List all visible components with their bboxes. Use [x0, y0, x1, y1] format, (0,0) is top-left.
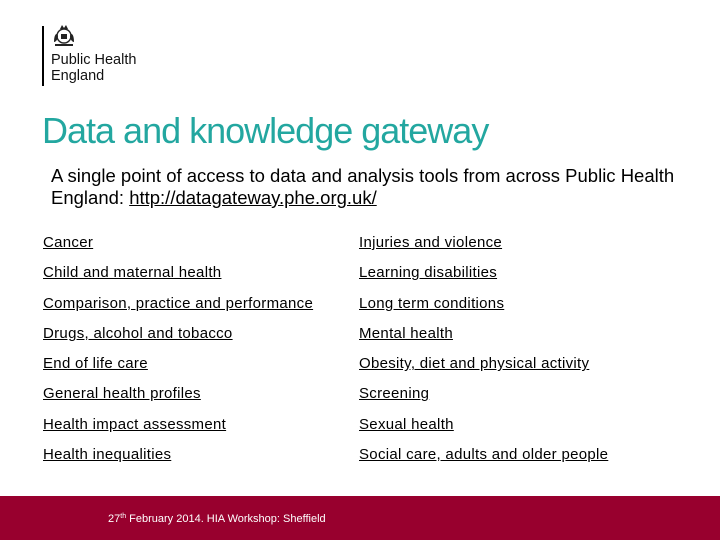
topic-link-end-of-life-care[interactable]: End of life care: [43, 355, 148, 373]
topic-link-learning-disabilities[interactable]: Learning disabilities: [359, 264, 498, 282]
footer-text: [108, 513, 326, 525]
datagateway-link[interactable]: http://datagateway.phe.org.uk/: [129, 187, 377, 208]
topic-link-mental-health[interactable]: Mental health: [359, 324, 453, 342]
topic-link-child-maternal-health[interactable]: Child and maternal health: [43, 264, 222, 282]
phe-logo: [42, 22, 172, 92]
organisation-name: [51, 52, 136, 84]
topic-link-screening[interactable]: Screening: [359, 385, 430, 403]
org-name-line1: Public Health: [51, 52, 137, 68]
footer-bar: [0, 496, 720, 540]
topic-column-right: [359, 233, 608, 475]
footer-day: 27: [108, 513, 121, 525]
logo-divider: [42, 26, 44, 86]
topic-link-obesity-diet-activity[interactable]: Obesity, diet and physical activity: [359, 355, 590, 373]
topic-link-social-care-adults[interactable]: Social care, adults and older people: [359, 446, 609, 464]
subtitle-text: A single point of access to data and analysis tools from across Public Health England:: [51, 165, 675, 208]
topic-column-left: [43, 233, 313, 475]
topic-link-comparison-practice-performance[interactable]: Comparison, practice and performance: [43, 294, 314, 312]
topic-link-sexual-health[interactable]: Sexual health: [359, 415, 454, 433]
topic-link-health-inequalities[interactable]: Health inequalities: [43, 446, 172, 464]
topic-link-long-term-conditions[interactable]: Long term conditions: [359, 294, 505, 312]
topic-link-cancer[interactable]: Cancer: [43, 234, 94, 251]
topic-link-general-health-profiles[interactable]: General health profiles: [43, 385, 201, 403]
topic-link-injuries-violence[interactable]: Injuries and violence: [359, 234, 503, 251]
footer-event: February 2014. HIA Workshop: Sheffield: [126, 513, 326, 525]
page-title: Data and knowledge gateway: [42, 110, 489, 151]
royal-crest-icon: [51, 22, 77, 48]
subtitle: [51, 165, 691, 209]
topic-link-health-impact-assessment[interactable]: Health impact assessment: [43, 415, 227, 433]
org-name-line2: England: [51, 68, 105, 84]
footer-day-suffix: th: [120, 513, 127, 520]
topic-link-drugs-alcohol-tobacco[interactable]: Drugs, alcohol and tobacco: [43, 324, 233, 342]
